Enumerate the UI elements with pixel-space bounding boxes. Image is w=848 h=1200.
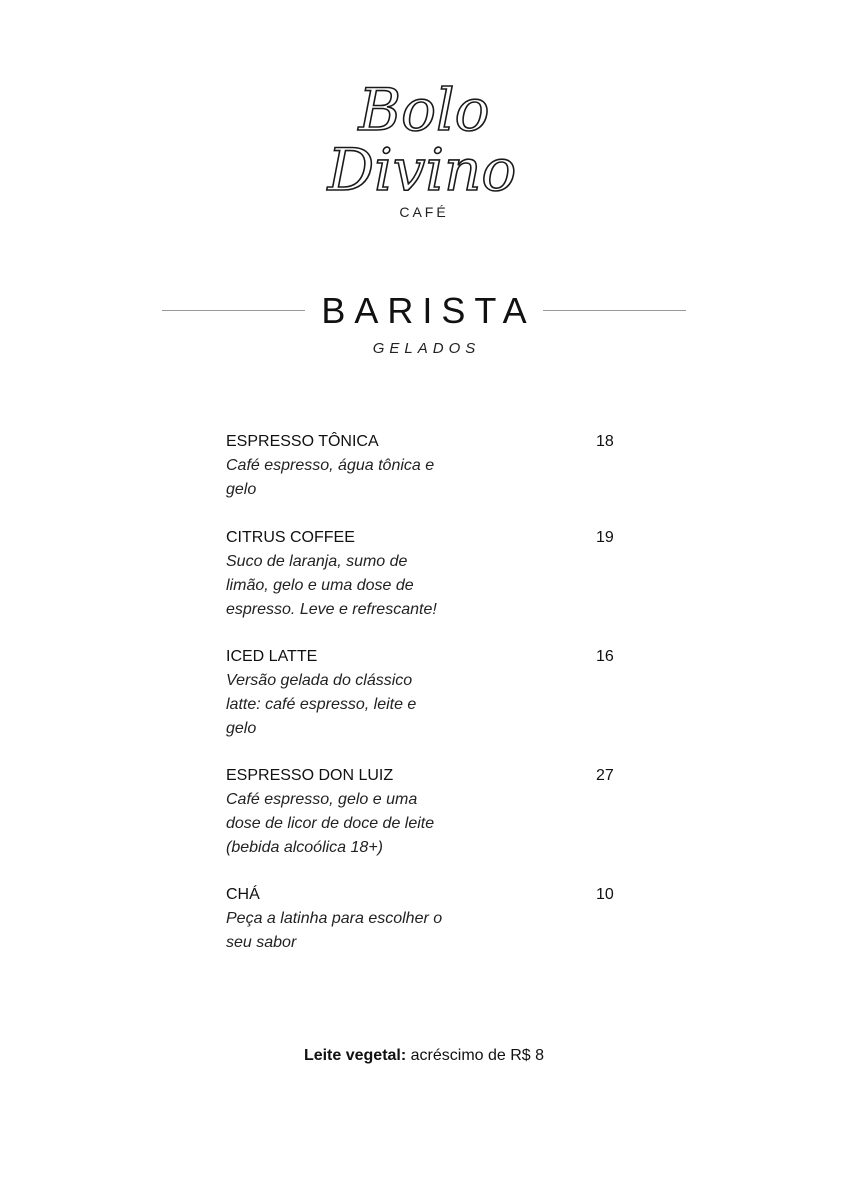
menu-list (226, 431, 626, 956)
menu-item-name: ESPRESSO TÔNICA (226, 433, 379, 450)
menu-item-description: Café espresso, água tônica e gelo (226, 457, 435, 498)
menu-item-description: Café espresso, gelo e uma dose de licor de doce de leite (bebida alcoólica 18+) (226, 791, 435, 856)
section-title: BARISTA (321, 290, 536, 331)
menu-item-price: 16 (596, 648, 614, 665)
footer-note (162, 1047, 686, 1065)
menu-item-price: 27 (596, 767, 614, 784)
svg-text:Divino: Divino (327, 136, 517, 204)
svg-text:Bolo: Bolo (358, 76, 490, 144)
footer-label: Leite vegetal: (303, 1047, 407, 1064)
title-divider-left (162, 310, 305, 311)
menu-item-description: Versão gelada do clássico latte: café espresso, leite e gelo (226, 672, 417, 737)
menu-item-description: Peça a latinha para escolher o seu sabor (226, 910, 443, 951)
menu-item-price: 19 (596, 529, 614, 546)
menu-item-description: Suco de laranja, sumo de limão, gelo e uma dose de espresso. Leve e refrescante! (226, 553, 437, 618)
menu-item-name: ESPRESSO DON LUIZ (226, 767, 394, 784)
section-subtitle: GELADOS (372, 340, 481, 357)
menu-item-name: CITRUS COFFEE (226, 529, 355, 546)
menu-item-name: CHÁ (226, 886, 260, 903)
logo-cafe-label: CAFÉ (399, 204, 449, 220)
menu-item (226, 527, 626, 646)
menu-item (226, 646, 626, 765)
menu-item (226, 884, 626, 956)
menu-item (226, 431, 626, 527)
menu-item-price: 10 (596, 886, 614, 903)
logo-script (324, 72, 524, 212)
menu-item-name: ICED LATTE (226, 648, 318, 665)
menu-item-price: 18 (596, 433, 614, 450)
footer-text: acréscimo de R$ 8 (406, 1047, 545, 1064)
menu-item (226, 765, 626, 884)
logo (324, 72, 524, 232)
title-divider-right (543, 310, 686, 311)
section-title-row (162, 288, 686, 334)
